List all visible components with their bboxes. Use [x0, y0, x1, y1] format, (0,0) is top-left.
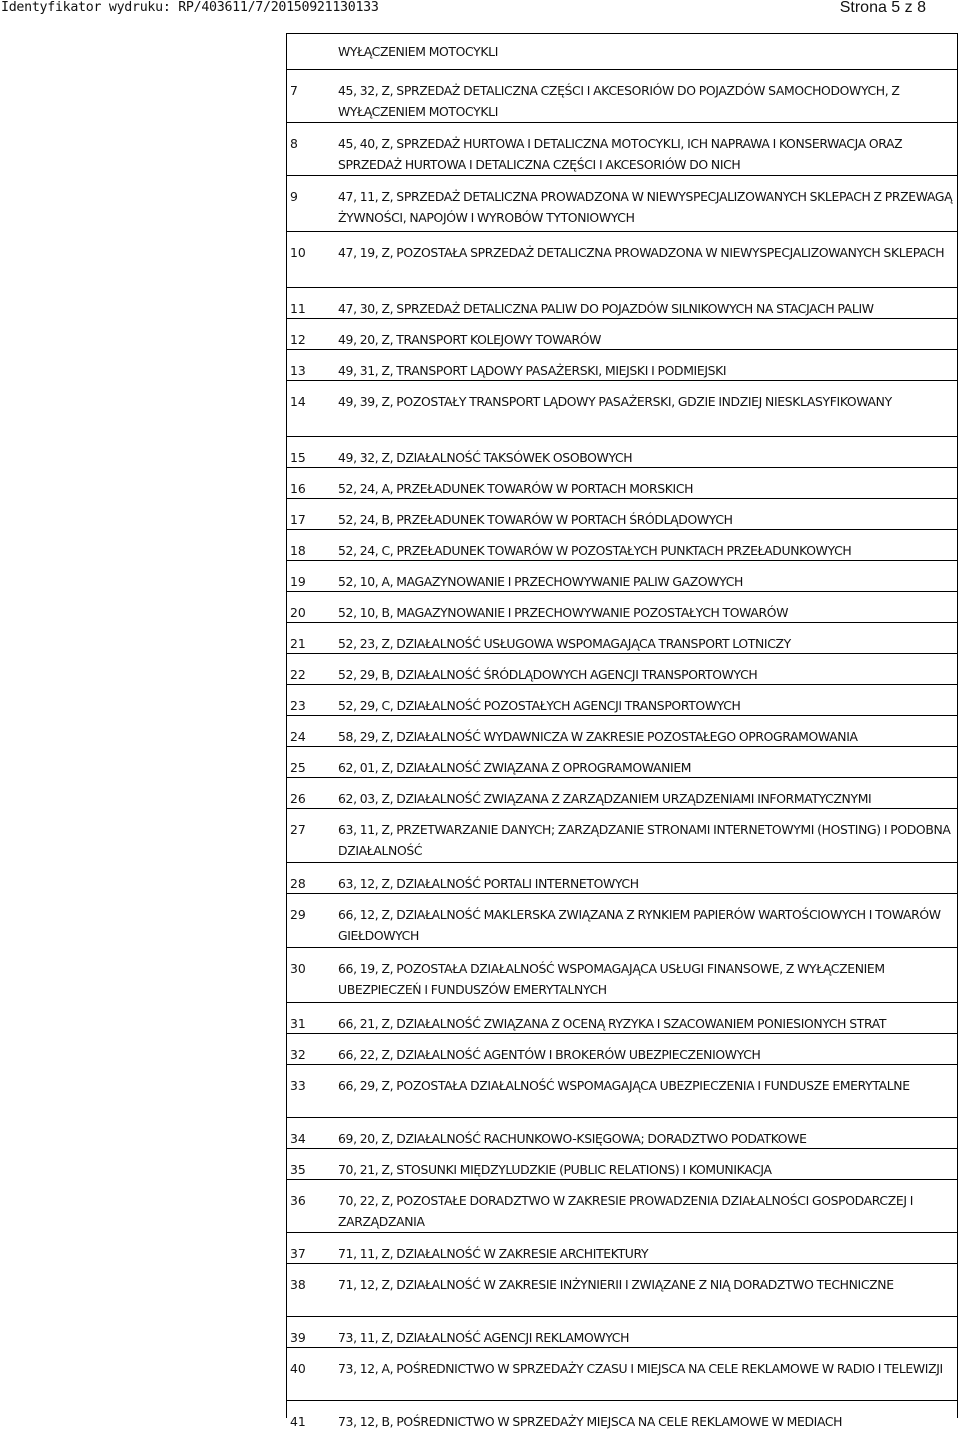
row-description: 47, 11, Z, SPRZEDAŻ DETALICZNA PROWADZONA W NIEWYSPECJALIZOWANYCH SKLEPACH Z PRZEWAGĄ ŻYWNOŚCI, NAPOJÓW I WYROBÓW TYTONIOWYCH [338, 189, 953, 225]
row-description: 58, 29, Z, DZIAŁALNOŚĆ WYDAWNICZA W ZAKRESIE POZOSTAŁEGO OPROGRAMOWANIA [338, 729, 858, 744]
row-description: WYŁĄCZENIEM MOTOCYKLI [338, 44, 498, 59]
row-description: 71, 12, Z, DZIAŁALNOŚĆ W ZAKRESIE INŻYNIERII I ZWIĄZANE Z NIĄ DORADZTWO TECHNICZNE [338, 1277, 894, 1292]
table-row [287, 318, 957, 350]
row-number: 22 [290, 667, 306, 682]
row-number: 19 [290, 574, 306, 589]
activity-table [286, 33, 958, 1429]
row-number: 25 [290, 760, 306, 775]
row-description: 52, 24, C, PRZEŁADUNEK TOWARÓW W POZOSTAŁYCH PUNKTACH PRZEŁADUNKOWYCH [338, 543, 852, 558]
row-number: 36 [290, 1193, 306, 1208]
row-number: 8 [290, 136, 298, 151]
row-description: 45, 32, Z, SPRZEDAŻ DETALICZNA CZĘŚCI I AKCESORIÓW DO POJAZDÓW SAMOCHODOWYCH, Z WYŁĄCZENIEM MOTOCYKLI [338, 83, 900, 119]
row-number: 30 [290, 961, 306, 976]
row-number: 13 [290, 363, 306, 378]
row-number: 32 [290, 1047, 306, 1062]
row-number: 24 [290, 729, 306, 744]
row-number: 41 [290, 1414, 306, 1429]
table-row [287, 498, 957, 530]
row-description: 49, 32, Z, DZIAŁALNOŚĆ TAKSÓWEK OSOBOWYCH [338, 450, 633, 465]
row-description: 52, 23, Z, DZIAŁALNOŚĆ USŁUGOWA WSPOMAGAJĄCA TRANSPORT LOTNICZY [338, 636, 791, 651]
row-number: 37 [290, 1246, 306, 1261]
row-description: 73, 11, Z, DZIAŁALNOŚĆ AGENCJI REKLAMOWYCH [338, 1330, 630, 1345]
row-description: 73, 12, A, POŚREDNICTWO W SPRZEDAŻY CZASU I MIEJSCA NA CELE REKLAMOWE W RADIO I TELEWIZJI [338, 1361, 943, 1376]
table-row [287, 684, 957, 716]
row-number: 34 [290, 1131, 306, 1146]
table-row [287, 777, 957, 809]
table-row [287, 1232, 957, 1264]
table-row [287, 467, 957, 499]
table-row [287, 1148, 957, 1180]
row-description: 52, 10, B, MAGAZYNOWANIE I PRZECHOWYWANIE POZOSTAŁYCH TOWARÓW [338, 605, 789, 620]
table-row [287, 1400, 957, 1429]
row-description: 62, 03, Z, DZIAŁALNOŚĆ ZWIĄZANA Z ZARZĄDZANIEM URZĄDZENIAMI INFORMATYCZNYMI [338, 791, 872, 806]
row-number: 38 [290, 1277, 306, 1292]
table-row [287, 947, 957, 1003]
row-description: 66, 21, Z, DZIAŁALNOŚĆ ZWIĄZANA Z OCENĄ RYZYKA I SZACOWANIEM PONIESIONYCH STRAT [338, 1016, 887, 1031]
row-description: 49, 39, Z, POZOSTAŁY TRANSPORT LĄDOWY PASAŻERSKI, GDZIE INDZIEJ NIESKLASYFIKOWANY [338, 394, 892, 409]
row-description: 52, 24, B, PRZEŁADUNEK TOWARÓW W PORTACH ŚRÓDLĄDOWYCH [338, 512, 733, 527]
row-description: 52, 29, B, DZIAŁALNOŚĆ ŚRÓDLĄDOWYCH AGENCJI TRANSPORTOWYCH [338, 667, 758, 682]
table-row-continuation [287, 34, 957, 69]
row-number: 12 [290, 332, 306, 347]
row-number: 7 [290, 83, 298, 98]
row-description: 73, 12, B, POŚREDNICTWO W SPRZEDAŻY MIEJSCA NA CELE REKLAMOWE W MEDIACH [338, 1414, 843, 1429]
table-row [287, 529, 957, 561]
row-description: 45, 40, Z, SPRZEDAŻ HURTOWA I DETALICZNA MOTOCYKLI, ICH NAPRAWA I KONSERWACJA ORAZ SPRZEDAŻ HURTOWA I DETALICZNA CZĘŚCI I AKCESORIÓW DO NICH [338, 136, 903, 172]
table-row [287, 1064, 957, 1118]
row-number: 40 [290, 1361, 306, 1376]
row-number: 31 [290, 1016, 306, 1031]
row-description: 52, 10, A, MAGAZYNOWANIE I PRZECHOWYWANIE PALIW GAZOWYCH [338, 574, 743, 589]
row-number: 17 [290, 512, 306, 527]
table-row [287, 1033, 957, 1065]
table-row [287, 1002, 957, 1034]
table-row [287, 287, 957, 319]
row-description: 52, 24, A, PRZEŁADUNEK TOWARÓW W PORTACH MORSKICH [338, 481, 694, 496]
row-number: 21 [290, 636, 306, 651]
table-row [287, 231, 957, 288]
row-number: 18 [290, 543, 306, 558]
row-description: 66, 19, Z, POZOSTAŁA DZIAŁALNOŚĆ WSPOMAGAJĄCA USŁUGI FINANSOWE, Z WYŁĄCZENIEM UBEZPIECZEŃ I FUNDUSZÓW EMERYTALNYCH [338, 961, 885, 997]
table-row [287, 560, 957, 592]
table-row [287, 862, 957, 894]
row-number: 16 [290, 481, 306, 496]
table-row [287, 1179, 957, 1233]
row-description: 71, 11, Z, DZIAŁALNOŚĆ W ZAKRESIE ARCHITEKTURY [338, 1246, 649, 1261]
row-description: 66, 22, Z, DZIAŁALNOŚĆ AGENTÓW I BROKERÓW UBEZPIECZENIOWYCH [338, 1047, 761, 1062]
table-row [287, 175, 957, 232]
table-row [287, 1316, 957, 1348]
row-number: 28 [290, 876, 306, 891]
table-row [287, 715, 957, 747]
table-row [287, 653, 957, 685]
row-description: 47, 30, Z, SPRZEDAŻ DETALICZNA PALIW DO POJAZDÓW SILNIKOWYCH NA STACJACH PALIW [338, 301, 874, 316]
row-number: 26 [290, 791, 306, 806]
page-header [0, 0, 960, 20]
row-description: 47, 19, Z, POZOSTAŁA SPRZEDAŻ DETALICZNA PROWADZONA W NIEWYSPECJALIZOWANYCH SKLEPACH [338, 245, 945, 260]
row-description: 69, 20, Z, DZIAŁALNOŚĆ RACHUNKOWO-KSIĘGOWA; DORADZTWO PODATKOWE [338, 1131, 807, 1146]
row-number: 33 [290, 1078, 306, 1093]
table-row [287, 1347, 957, 1401]
row-number: 27 [290, 822, 306, 837]
table-row [287, 1263, 957, 1317]
row-number: 20 [290, 605, 306, 620]
row-description: 66, 29, Z, POZOSTAŁA DZIAŁALNOŚĆ WSPOMAGAJĄCA UBEZPIECZENIA I FUNDUSZE EMERYTALNE [338, 1078, 910, 1093]
row-description: 62, 01, Z, DZIAŁALNOŚĆ ZWIĄZANA Z OPROGRAMOWANIEM [338, 760, 692, 775]
row-description: 52, 29, C, DZIAŁALNOŚĆ POZOSTAŁYCH AGENCJI TRANSPORTOWYCH [338, 698, 741, 713]
table-row [287, 122, 957, 176]
print-identifier: Identyfikator wydruku: RP/403611/7/20150921130133 [1, 0, 379, 15]
table-row [287, 622, 957, 654]
table-row [287, 808, 957, 863]
table-row [287, 349, 957, 381]
row-number: 10 [290, 245, 306, 260]
table-row [287, 436, 957, 468]
row-number: 23 [290, 698, 306, 713]
row-description: 70, 21, Z, STOSUNKI MIĘDZYLUDZKIE (PUBLIC RELATIONS) I KOMUNIKACJA [338, 1162, 772, 1177]
table-row [287, 69, 957, 123]
table-row [287, 1117, 957, 1149]
row-description: 49, 31, Z, TRANSPORT LĄDOWY PASAŻERSKI, MIEJSKI I PODMIEJSKI [338, 363, 727, 378]
table-row [287, 591, 957, 623]
table-row [287, 380, 957, 437]
row-description: 49, 20, Z, TRANSPORT KOLEJOWY TOWARÓW [338, 332, 602, 347]
row-description: 63, 11, Z, PRZETWARZANIE DANYCH; ZARZĄDZANIE STRONAMI INTERNETOWYMI (HOSTING) I PODOBNA DZIAŁALNOŚĆ [338, 822, 951, 858]
row-number: 15 [290, 450, 306, 465]
row-description: 66, 12, Z, DZIAŁALNOŚĆ MAKLERSKA ZWIĄZANA Z RYNKIEM PAPIERÓW WARTOŚCIOWYCH I TOWARÓW GIEŁDOWYCH [338, 907, 941, 943]
table-row [287, 893, 957, 948]
table-row [287, 746, 957, 778]
row-description: 63, 12, Z, DZIAŁALNOŚĆ PORTALI INTERNETOWYCH [338, 876, 639, 891]
row-number: 11 [290, 301, 306, 316]
page-number: Strona 5 z 8 [839, 0, 926, 16]
row-number: 14 [290, 394, 306, 409]
row-description: 70, 22, Z, POZOSTAŁE DORADZTWO W ZAKRESIE PROWADZENIA DZIAŁALNOŚCI GOSPODARCZEJ I ZARZĄDZANIA [338, 1193, 914, 1229]
row-number: 39 [290, 1330, 306, 1345]
row-number: 35 [290, 1162, 306, 1177]
row-number: 29 [290, 907, 306, 922]
row-number: 9 [290, 189, 298, 204]
